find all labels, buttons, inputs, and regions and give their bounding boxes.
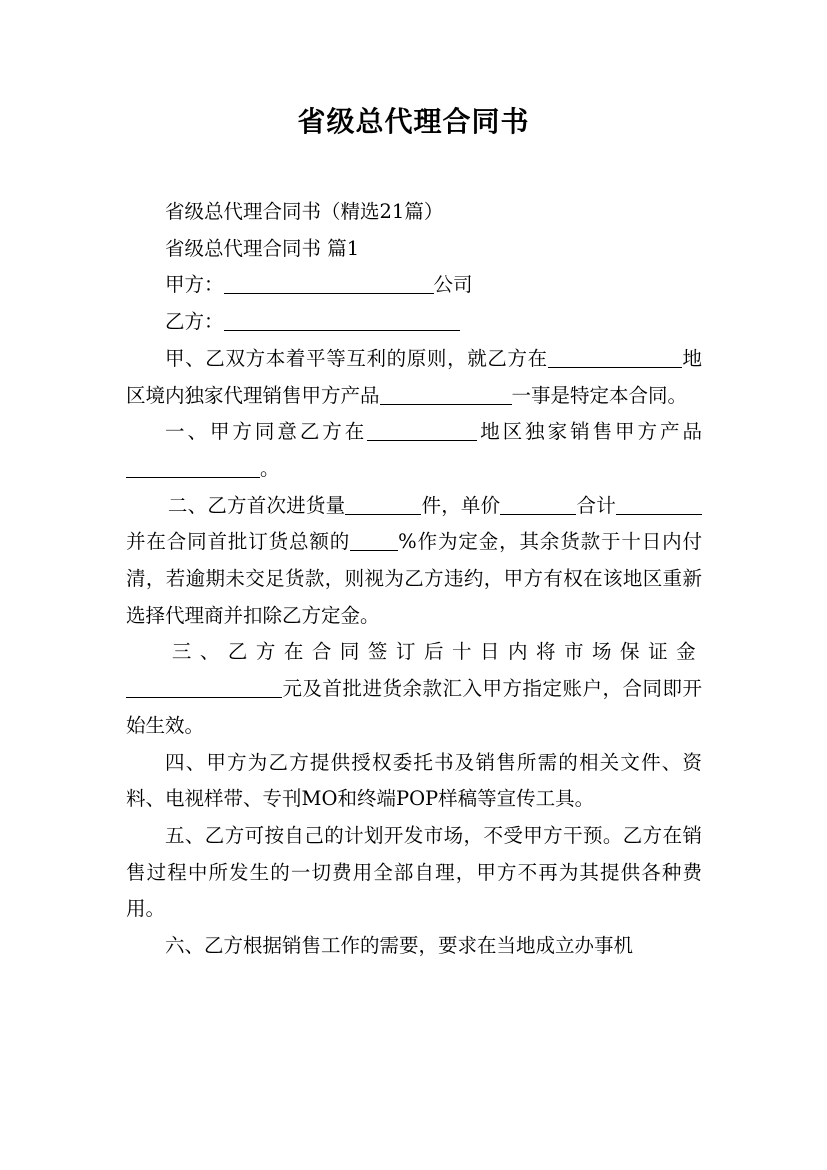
clause-6-text: 六、乙方根据销售工作的需要，要求在当地成立办事机 (165, 934, 634, 958)
clause-4-text: 四、甲方为乙方提供授权委托书及销售所需的相关文件、资料、电视样带、专刊MO和终端POP样稿等宣传工具。 (126, 750, 702, 811)
intro-paragraph (126, 341, 702, 414)
intro-text-1: 甲、乙双方本着平等互利的原则，就乙方在 (165, 346, 548, 370)
subtitle-line (126, 194, 702, 231)
clause-3-text-1: 三、乙方在合同签订后十日内将市场保证金 (171, 640, 702, 664)
clause-2 (126, 488, 702, 635)
clause-3-deposit-blank (126, 696, 282, 698)
party-a-blank (224, 292, 434, 294)
party-b-blank (224, 329, 460, 331)
clause-2-total-blank (616, 513, 702, 515)
clause-1 (126, 414, 702, 487)
clause-2-text-2: 件，单价 (421, 493, 501, 517)
clause-4 (126, 745, 702, 818)
clause-2-quantity-blank (345, 513, 421, 515)
intro-text-2: 地区境内独家代理销售甲方产品 (126, 346, 702, 407)
clause-2-percent-blank (350, 549, 398, 551)
party-b-line (126, 304, 702, 341)
chapter-heading (126, 231, 702, 268)
clause-1-text-1: 一、甲方同意乙方在 (165, 420, 368, 444)
party-b-label: 乙方： (165, 310, 224, 334)
clause-2-text-1: 二、乙方首次进货量 (167, 493, 346, 517)
clause-1-product-blank (126, 476, 260, 478)
party-a-suffix: 公司 (433, 273, 473, 297)
clause-2-text-5: %作为定金，其余货款于十日内付清，若逾期未交足货款，则视为乙方违约，甲方有权在该地区重新选择代理商并扣除乙方定金。 (126, 530, 702, 627)
clause-5 (126, 818, 702, 928)
clause-2-text-3: 合计 (576, 493, 616, 517)
clause-6 (126, 928, 702, 965)
subtitle-text: 省级总代理合同书（精选21篇） (165, 200, 444, 223)
intro-region-blank (548, 366, 682, 368)
clause-3 (126, 634, 702, 744)
clause-3-text-2: 元及首批进货余款汇入甲方指定账户，合同即开始生效。 (126, 677, 702, 737)
party-a-label: 甲方： (165, 273, 224, 297)
chapter-text: 省级总代理合同书 篇1 (165, 236, 360, 260)
clause-1-text-2: 地区独家销售甲方产品 (477, 420, 702, 444)
clause-5-text: 五、乙方可按自己的计划开发市场，不受甲方干预。乙方在销售过程中所发生的一切费用全部自理，甲方不再为其提供各种费用。 (126, 823, 702, 921)
party-a-line (126, 267, 702, 304)
intro-text-3: 一事是特定本合同。 (511, 383, 688, 407)
document-title: 省级总代理合同书 (297, 105, 530, 138)
document-body (126, 194, 702, 965)
clause-2-text-4: 并在合同首批订货总额的 (126, 530, 351, 554)
clause-1-text-3: 。 (260, 456, 280, 480)
clause-1-region-blank (367, 439, 477, 441)
clause-2-price-blank (500, 513, 576, 515)
intro-product-blank (380, 403, 512, 405)
